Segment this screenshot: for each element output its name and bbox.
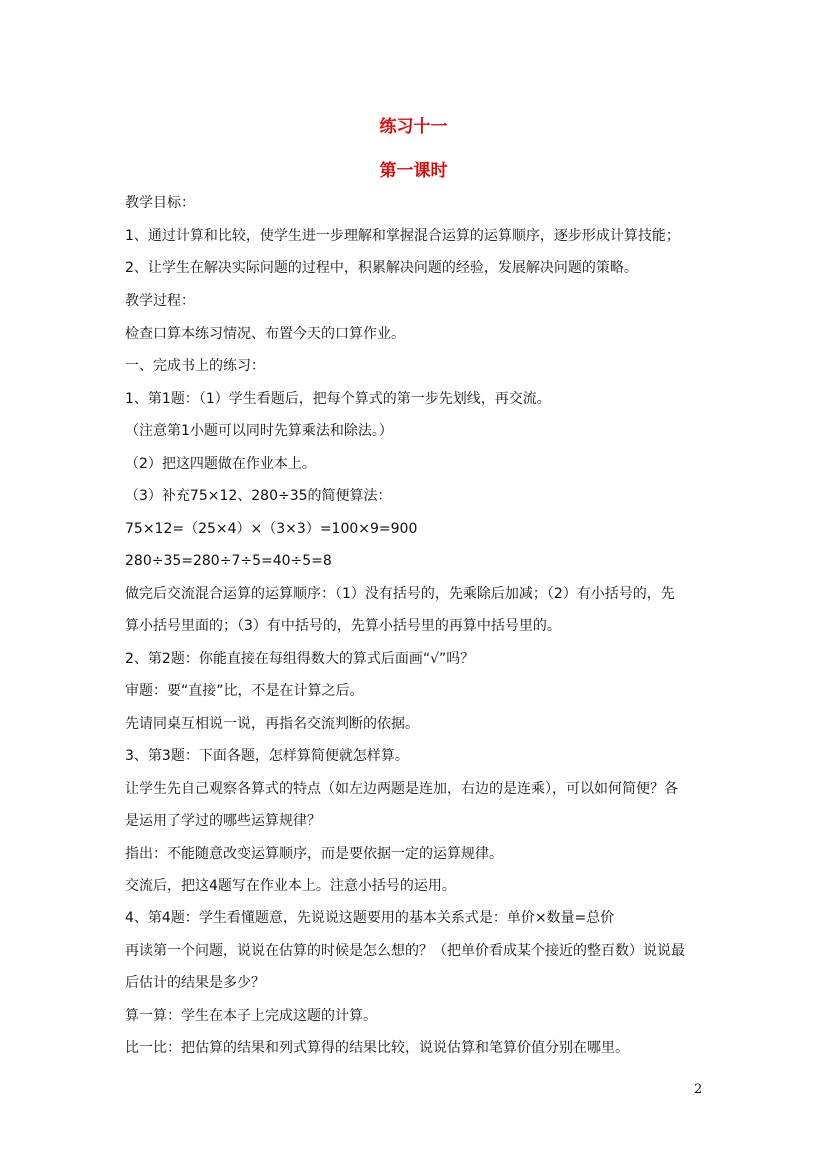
paragraph-line: 1、第1题：（1）学生看题后，把每个算式的第一步先划线，再交流。 <box>125 391 551 407</box>
paragraph-line: （2）把这四题做在作业本上。 <box>125 456 316 472</box>
paragraph-line: 算小括号里面的；（3）有中括号的，先算小括号里的再算中括号里的。 <box>125 618 561 634</box>
paragraph-line: 280÷35=280÷7÷5=40÷5=8 <box>125 553 332 569</box>
paragraph-line: 4、第4题：学生看懂题意，先说说这题要用的基本关系式是：单价×数量=总价 <box>125 910 615 926</box>
paragraph-line: 1、通过计算和比较，使学生进一步理解和掌握混合运算的运算顺序，逐步形成计算技能； <box>125 228 680 244</box>
paragraph-line: 让学生先自己观察各算式的特点（如左边两题是连加，右边的是连乘），可以如何简便？各 <box>125 781 678 797</box>
paragraph-line: （注意第1小题可以同时先算乘法和除法。） <box>125 423 393 439</box>
paragraph-line: 比一比：把估算的结果和列式算得的结果比较，说说估算和笔算价值分别在哪里。 <box>125 1040 629 1056</box>
paragraph-line: 检查口算本练习情况、布置今天的口算作业。 <box>125 326 405 342</box>
document-subtitle: 第一课时 <box>379 161 448 181</box>
paragraph-line: 是运用了学过的哪些运算规律？ <box>125 813 321 829</box>
paragraph-line: （3）补充75×12、280÷35的简便算法： <box>125 488 392 504</box>
paragraph-line: 教学过程： <box>125 293 195 309</box>
paragraph-line: 算一算：学生在本子上完成这题的计算。 <box>125 1008 377 1024</box>
paragraph-line: 审题：要“直接”比，不是在计算之后。 <box>125 683 364 699</box>
paragraph-line: 再读第一个问题，说说在估算的时候是怎么想的？（把单价看成某个接近的整百数）说说最 <box>125 943 685 959</box>
paragraph-line: 做完后交流混合运算的运算顺序：（1）没有括号的，先乘除后加减；（2）有小括号的，先 <box>125 586 675 602</box>
paragraph-line: 交流后，把这4题写在作业本上。注意小括号的运用。 <box>125 878 456 894</box>
paragraph-line: 75×12=（25×4）×（3×3）=100×9=900 <box>125 521 418 537</box>
paragraph-line: 先请同桌互相说一说，再指名交流判断的依据。 <box>125 716 419 732</box>
document-title: 练习十一 <box>379 117 448 137</box>
paragraph-line: 一、完成书上的练习： <box>125 358 265 374</box>
paragraph-line: 2、让学生在解决实际问题的过程中，积累解决问题的经验，发展解决问题的策略。 <box>125 260 638 276</box>
paragraph-line: 后估计的结果是多少？ <box>125 975 265 991</box>
paragraph-line: 3、第3题：下面各题，怎样算简便就怎样算。 <box>125 748 409 764</box>
paragraph-line: 教学目标： <box>125 195 195 211</box>
paragraph-line: 指出：不能随意改变运算顺序，而是要依据一定的运算规律。 <box>125 846 503 862</box>
page-number: 2 <box>694 1082 703 1097</box>
paragraph-line: 2、第2题：你能直接在每组得数大的算式后面画“√”吗？ <box>125 651 475 667</box>
